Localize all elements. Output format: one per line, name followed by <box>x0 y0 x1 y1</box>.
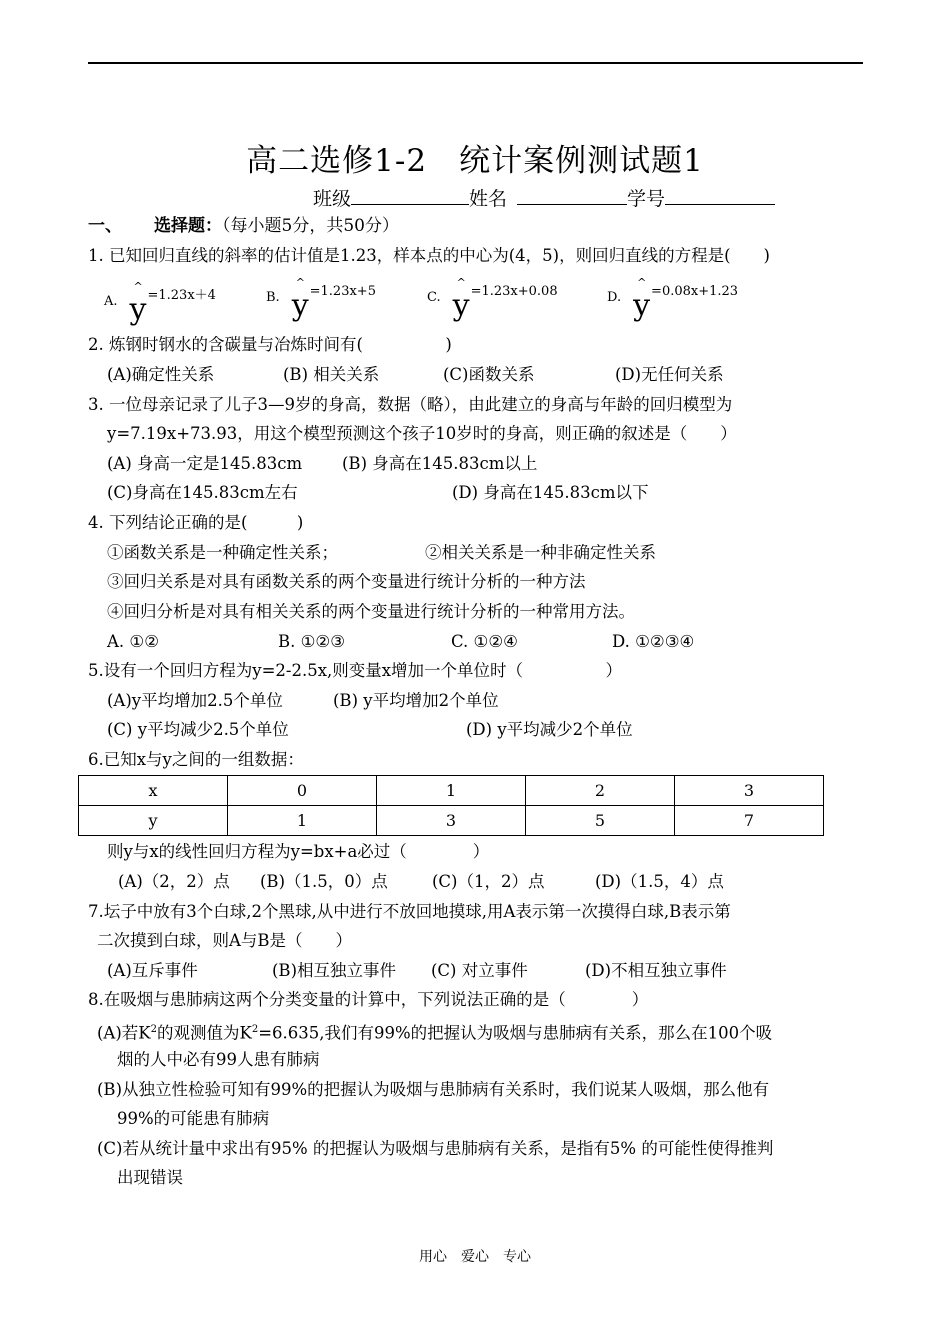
q4-option-c: C. ①②④ <box>451 632 518 651</box>
q8-option-b-line1: (B)从独立性检验可知有99%的把握认为吸烟与患肺病有关系时，我们说某人吸烟，那么他有 <box>97 1080 770 1099</box>
page-footer: 用心 爱心 专心 <box>419 1249 531 1265</box>
q3-stem-line2: y=7.19x+73.93，用这个模型预测这个孩子10岁时的身高，则正确的叙述是（ ） <box>107 424 737 443</box>
class-blank[interactable] <box>351 186 469 205</box>
q7-option-d: (D)不相互独立事件 <box>585 961 727 980</box>
q1-option-d: D. ^ y=0.08x+1.23 <box>607 276 739 323</box>
q4-statement-4: ④回归分析是对具有相关关系的两个变量进行统计分析的一种常用方法。 <box>107 602 635 621</box>
q6-option-a: (A)（2，2）点 <box>118 872 230 891</box>
name-label: 姓名 <box>469 188 508 210</box>
q4-option-b: B. ①②③ <box>278 632 345 651</box>
q7-stem-line2: 二次摸到白球，则A与B是（ ） <box>97 931 353 950</box>
table-cell: 1 <box>377 776 526 806</box>
q4-option-d: D. ①②③④ <box>612 632 695 651</box>
q7-option-a: (A)互斥事件 <box>107 961 198 980</box>
q4-option-a: A. ①② <box>107 632 159 651</box>
q3-stem-line1: 3. 一位母亲记录了儿子3—9岁的身高，数据（略），由此建立的身高与年龄的回归模型为 <box>88 395 733 414</box>
table-cell: x <box>79 776 228 806</box>
table-cell: 3 <box>675 776 824 806</box>
q2-option-d: (D)无任何关系 <box>615 365 724 384</box>
q6-option-b: (B)（1.5，0）点 <box>260 872 388 891</box>
q1-stem: 1. 已知回归直线的斜率的估计值是1.23，样本点的中心为(4，5)，则回归直线的方程是( ) <box>88 246 770 265</box>
q1-option-a: A. ^ y=1.23x＋4 <box>104 280 216 327</box>
q2-option-b: (B) 相关关系 <box>283 365 380 384</box>
q3-option-b: (B) 身高在145.83cm以上 <box>342 454 538 473</box>
section-heading: 一、 选择题：（每小题5分，共50分） <box>88 216 399 236</box>
id-blank[interactable] <box>665 186 775 205</box>
q6-data-table <box>78 775 824 836</box>
q4-statement-3: ③回归关系是对具有函数关系的两个变量进行统计分析的一种方法 <box>107 572 586 591</box>
table-cell: 3 <box>377 806 526 836</box>
q5-option-b: (B) y平均增加2个单位 <box>333 691 499 710</box>
q5-option-a: (A)y平均增加2.5个单位 <box>107 691 283 710</box>
q4-statement-2: ②相关关系是一种非确定性关系 <box>425 543 656 562</box>
table-cell: 0 <box>228 776 377 806</box>
q8-option-a-line2: 烟的人中必有99人患有肺病 <box>117 1050 320 1069</box>
table-row-y <box>79 806 824 836</box>
page-title: 高二选修1-2 统计案例测试题1 <box>246 143 704 179</box>
q4-stem: 4. 下列结论正确的是( ) <box>88 513 304 532</box>
q4-statement-1: ①函数关系是一种确定性关系； <box>107 543 338 562</box>
header-rule <box>88 62 863 64</box>
student-info-line <box>313 184 775 211</box>
q8-stem: 8.在吸烟与患肺病这两个分类变量的计算中，下列说法正确的是（ ） <box>88 990 649 1009</box>
q8-option-c-line2: 出现错误 <box>117 1168 183 1187</box>
class-label: 班级 <box>313 188 352 210</box>
q6-stem: 6.已知x与y之间的一组数据： <box>88 750 304 769</box>
q8-option-c-line1: (C)若从统计量中求出有95% 的把握认为吸烟与患肺病有关系，是指有5% 的可能性使得推判 <box>97 1139 774 1158</box>
q5-option-d: (D) y平均减少2个单位 <box>466 720 633 739</box>
q6-option-d: (D)（1.5，4）点 <box>595 872 724 891</box>
q8-option-b-line2: 99%的可能患有肺病 <box>117 1109 270 1128</box>
name-blank[interactable] <box>517 186 627 205</box>
table-cell: 7 <box>675 806 824 836</box>
q1-option-b: B. ^ y=1.23x+5 <box>266 276 376 323</box>
q8-option-a-line1: (A)若$K^2$的观测值为$K^2=6.635$,我们有99%的把握认为吸烟与患肺病有关系，那么在100个吸 <box>97 1023 773 1043</box>
table-cell: y <box>79 806 228 836</box>
table-row-x <box>79 776 824 806</box>
q5-stem: 5.设有一个回归方程为y=2-2.5x,则变量x增加一个单位时（ ） <box>88 661 623 680</box>
table-cell: 2 <box>526 776 675 806</box>
table-cell: 5 <box>526 806 675 836</box>
q3-option-a: (A) 身高一定是145.83cm <box>107 454 303 473</box>
q6-follow: 则y与x的线性回归方程为y=bx+a必过（ ） <box>107 842 490 861</box>
table-cell: 1 <box>228 806 377 836</box>
q1-option-c: C. ^ y=1.23x+0.08 <box>427 276 558 323</box>
q3-option-d: (D) 身高在145.83cm以下 <box>452 483 649 502</box>
q6-option-c: (C)（1，2）点 <box>432 872 545 891</box>
q3-option-c: (C)身高在145.83cm左右 <box>107 483 298 502</box>
q7-option-b: (B)相互独立事件 <box>272 961 396 980</box>
q2-stem: 2. 炼钢时钢水的含碳量与冶炼时间有( ) <box>88 335 452 354</box>
id-label: 学号 <box>627 188 666 210</box>
q2-option-a: (A)确定性关系 <box>107 365 215 384</box>
q5-option-c: (C) y平均减少2.5个单位 <box>107 720 289 739</box>
q2-option-c: (C)函数关系 <box>443 365 535 384</box>
q7-stem-line1: 7.坛子中放有3个白球,2个黑球,从中进行不放回地摸球,用A表示第一次摸得白球,B表示第 <box>88 902 731 921</box>
q7-option-c: (C) 对立事件 <box>431 961 528 980</box>
